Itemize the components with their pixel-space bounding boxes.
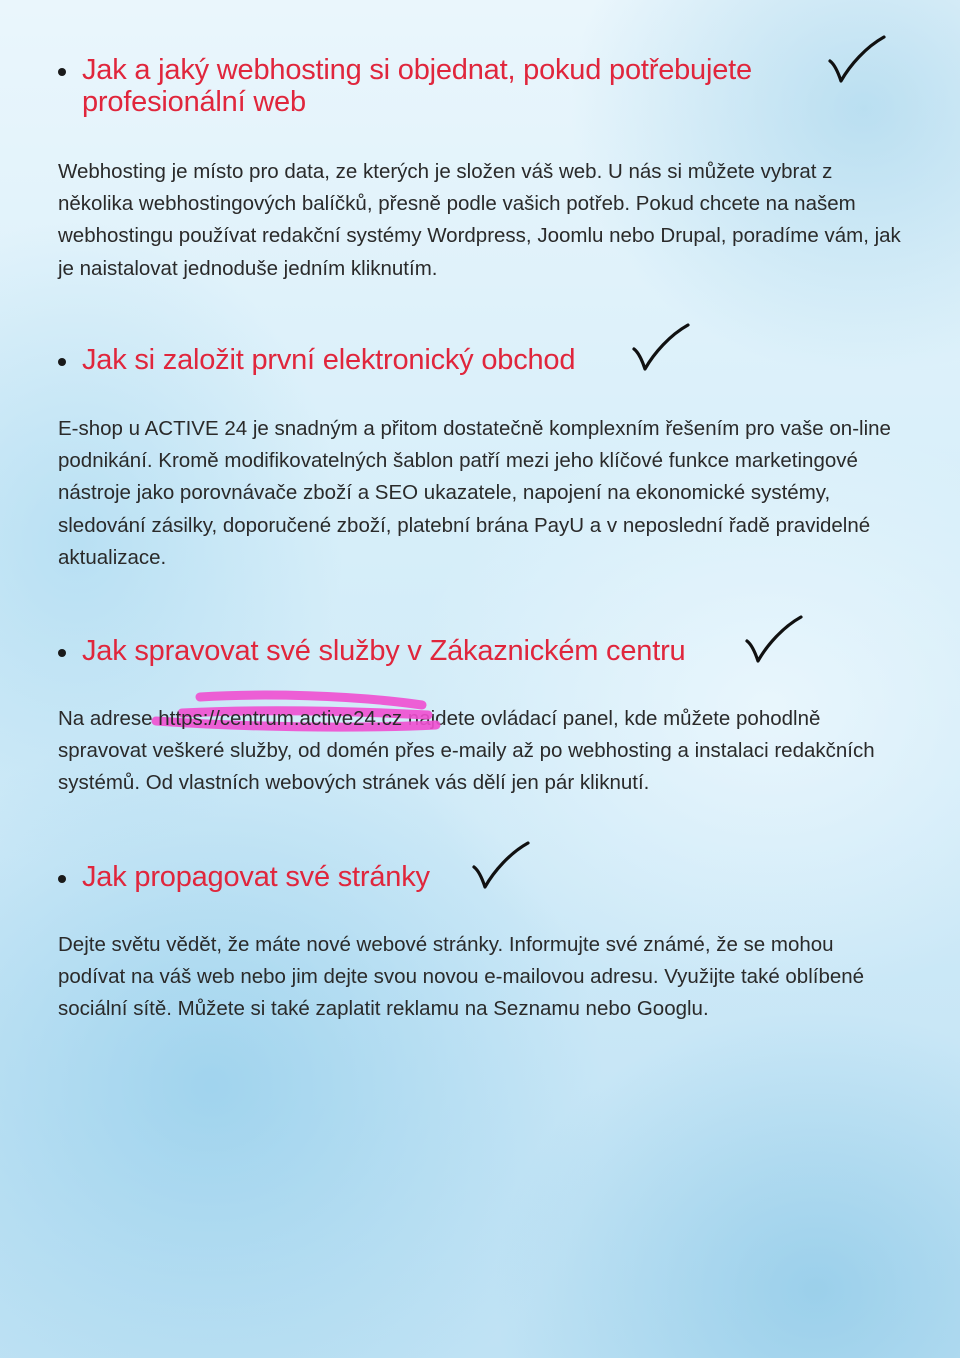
section-heading — [58, 861, 430, 893]
heading-text: Jak propagovat své stránky — [82, 861, 430, 893]
section-body — [58, 703, 903, 800]
section-body: Webhosting je místo pro data, ze kterých je složen váš web. U nás si můžete vybrat z několika webhostingových balíčků, přesně podle vašich potřeb. Pokud chcete na našem webhostingu používat redakční systémy Wordpress, Joomlu nebo Drupal, poradíme vám, jak je naistalovat jednoduše jedním kliknutím. — [58, 160, 901, 280]
link-text[interactable]: https://centrum.active24.cz — [158, 707, 403, 730]
customer-center-link[interactable] — [158, 703, 402, 735]
check-icon — [630, 322, 694, 374]
section-body: E-shop u ACTIVE 24 je snadným a přitom dostatečně komplexním řešením pro vaše on-line podnikání. Kromě modifikovatelných šablon patří mezi jeho klíčové funkce marketingové nástroje jako porovnávače zboží a SEO ukazatele, napojení na ekonomické systémy, sledování zásilky, doporučené zboží, platební brána PayU a v neposlední řadě pravidelné aktualizace. — [58, 417, 891, 569]
section-heading — [58, 54, 842, 118]
section-body: Dejte světu vědět, že máte nové webové stránky. Informujte své známé, že se mohou podívat na váš web nebo jim dejte svou novou e-mailovou adresu. Využijte také oblíbené sociální sítě. Můžete si také zaplatit reklamu na Seznamu nebo Googlu. — [58, 933, 865, 1021]
body-prefix: Na adrese — [58, 707, 159, 730]
check-icon — [470, 840, 534, 892]
check-icon — [826, 34, 890, 86]
bullet-icon — [58, 358, 66, 366]
bullet-icon — [58, 649, 66, 657]
heading-text: Jak a jaký webhosting si objednat, pokud potřebujete profesionální web — [82, 54, 752, 118]
section-heading — [58, 635, 685, 667]
bullet-icon — [58, 875, 66, 883]
section-heading — [58, 344, 575, 376]
bullet-icon — [58, 68, 66, 76]
heading-text: Jak spravovat své služby v Zákaznickém centru — [82, 635, 686, 667]
heading-text: Jak si založit první elektronický obchod — [82, 344, 576, 376]
check-icon — [743, 614, 807, 666]
body-suffix: najdete ovládací panel, kde můžete pohodlně spravovat veškeré služby, od domén přes e-maily až po webhosting a instalaci redakčních systémů. Od vlastních webových stránek vás dělí jen pár kliknutí. — [58, 707, 875, 795]
